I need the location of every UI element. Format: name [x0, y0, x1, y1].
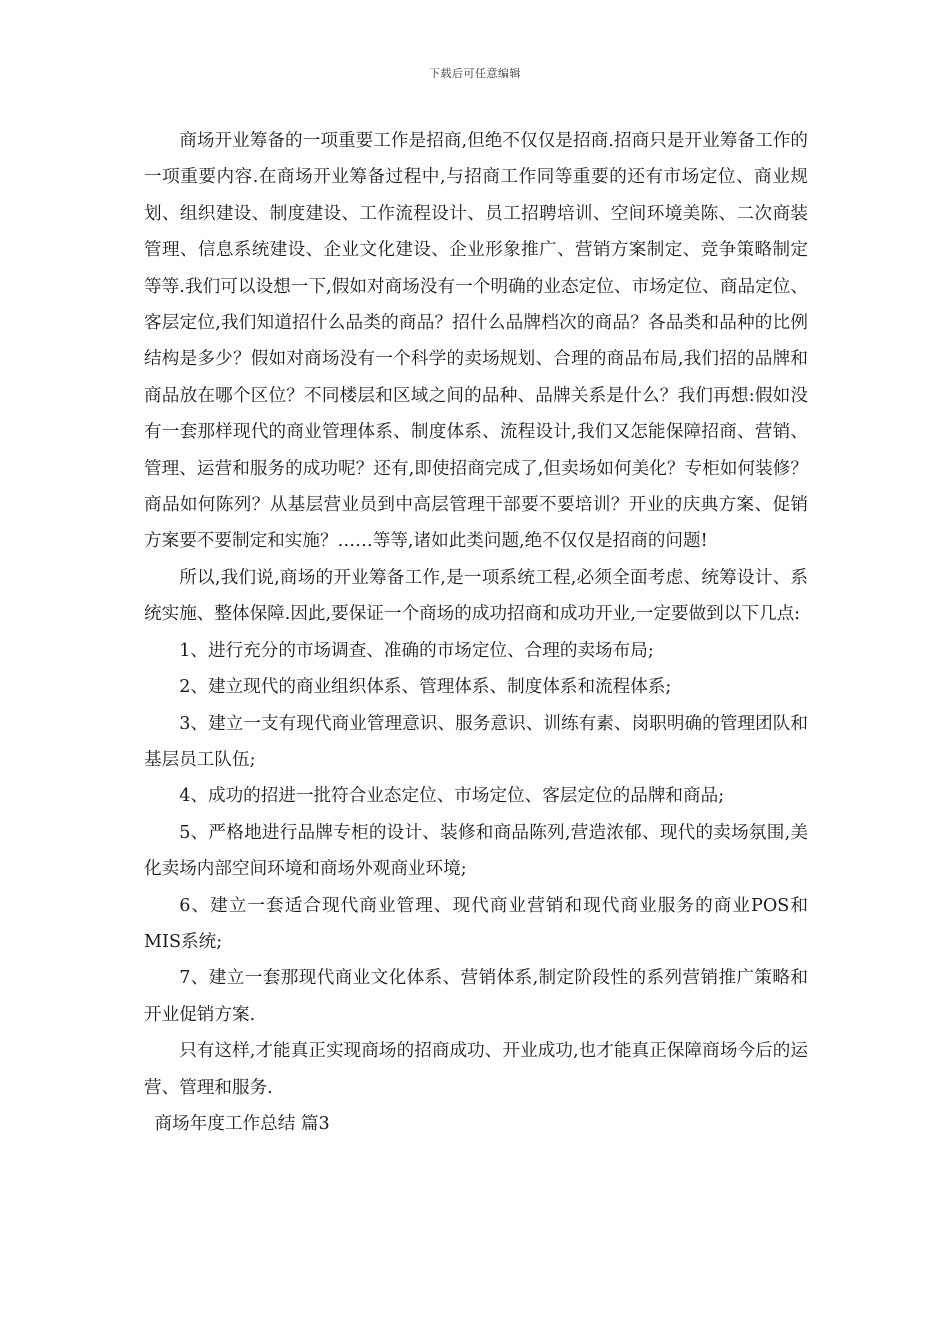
list-item: 1、进行充分的市场调查、准确的市场定位、合理的卖场布局; [179, 640, 654, 661]
paragraph-closing: 只有这样,才能真正实现商场的招商成功、开业成功,也才能真正保障商场今后的运营、管理和服务. [144, 1041, 808, 1098]
paragraph-summary: 所以,我们说,商场的开业筹备工作,是一项系统工程,必须全面考虑、统筹设计、系统实施、整体保障.因此,要保证一个商场的成功招商和成功开业,一定要做到以下几点: [144, 567, 808, 625]
paragraph-intro: 商场开业筹备的一项重要工作是招商,但绝不仅仅是招商.招商只是开业筹备工作的一项重要内容.在商场开业筹备过程中,与招商工作同等重要的还有市场定位、商业规划、组织建设、制度建设、工作流程设计、员工招聘培训、空间环境美陈、二次商装管理、信息系统建设、企业文化建设、企业形象推广、营销方案制定、竞争策略制定等等.我们可以设想一下,假如对商场没有一个明确的业态定位、市场定位、商品定位、客层定位,我们知道招什么品类的商品？招什么品牌档次的商品？各品类和品种的比例结构是多少？假如对商场没有一个科学的卖场规划、合理的商品布局,我们招的品牌和商品放在哪个区位？不同楼层和区域之间的品种、品牌关系是什么？我们再想:假如没有一套那样现代的商业管理体系、制度体系、流程设计,我们又怎能保障招商、营销、管理、运营和服务的成功呢？还有,即使招商完成了,但卖场如何美化？专柜如何装修？商品如何陈列？从基层营业员到中高层管理干部要不要培训？开业的庆典方案、促销方案要不要制定和实施？……等等,诸如此类问题,绝不仅仅是招商的问题! [144, 131, 808, 552]
list-item: 5、严格地进行品牌专柜的设计、装修和商品陈列,营造浓郁、现代的卖场氛围,美化卖场内部空间环境和商场外观商业环境; [144, 822, 808, 880]
list-item: 2、建立现代的商业组织体系、管理体系、制度体系和流程体系; [179, 677, 672, 698]
list-item: 4、成功的招进一批符合业态定位、市场定位、客层定位的品牌和商品; [179, 786, 725, 807]
list-item: 6、建立一套适合现代商业管理、现代商业营销和现代商业服务的商业POS和MIS系统; [144, 895, 808, 952]
section-title: 商场年度工作总结 篇3 [154, 1113, 330, 1134]
list-item: 7、建立一套那现代商业文化体系、营销体系,制定阶段性的系列营销推广策略和开业促销方案. [144, 968, 808, 1025]
document-body [144, 123, 808, 1142]
list-item: 3、建立一支有现代商业管理意识、服务意识、训练有素、岗职明确的管理团队和基层员工队伍; [144, 713, 808, 770]
page-header: 下载后可任意编辑 [429, 67, 521, 80]
